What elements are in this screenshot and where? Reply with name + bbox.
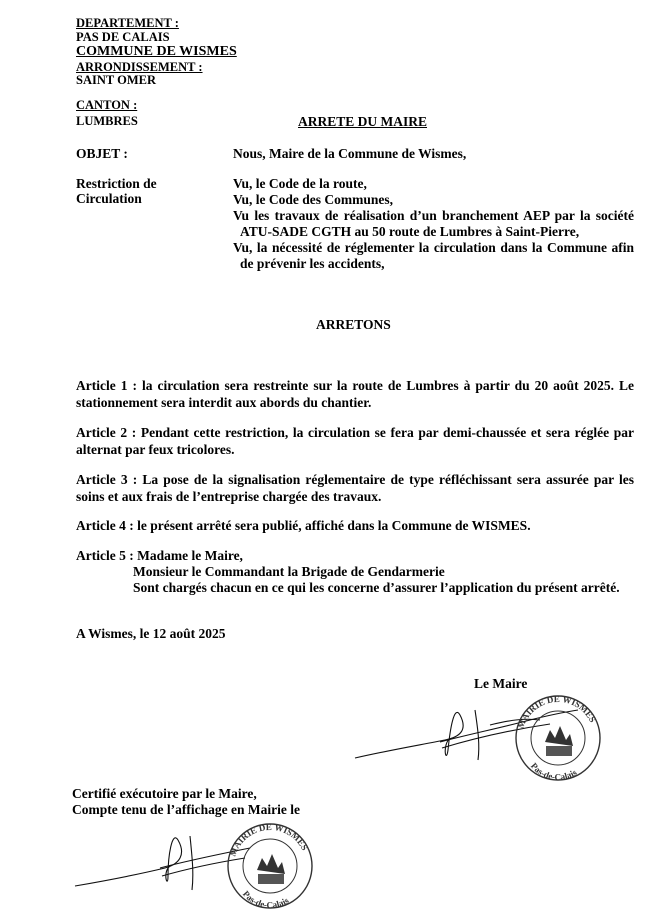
decision-heading: ARRETONS — [316, 317, 391, 332]
article-2: Article 2 : Pendant cette restriction, la circulation se fera par demi-chaussée et sera réglée par alternat par feux tricolores. — [76, 425, 634, 457]
certification-line2: Compte tenu de l’affichage en Mairie le — [72, 802, 300, 817]
article-5-line2: Monsieur le Commandant la Brigade de Gendarmerie — [133, 564, 445, 579]
article-5-line3: Sont chargés chacun en ce qui les concerne d’assurer l’application du présent arrêté. — [133, 580, 620, 595]
considerant-4-cont: de prévenir les accidents, — [240, 256, 385, 271]
stamp2-bottom-text: Pas-de-Calais — [240, 888, 291, 911]
objet-label: OBJET : — [76, 146, 128, 161]
svg-text:Pas-de-Calais — [241, 889, 291, 910]
certification-stamp — [227, 822, 312, 910]
arrondissement-label: ARRONDISSEMENT : — [76, 60, 203, 74]
departement-label: DEPARTEMENT : — [76, 16, 179, 30]
canton-value: LUMBRES — [76, 114, 138, 128]
canton-label: CANTON : — [76, 98, 138, 112]
mayor-signature-and-stamp — [350, 690, 610, 790]
document-title: ARRETE DU MAIRE — [298, 114, 428, 129]
considerant-1: Vu, le Code de la route, — [233, 176, 367, 191]
svg-text:MAIRIE DE WISMES — [515, 694, 597, 730]
objet-value-line2: Circulation — [76, 191, 142, 206]
considerant-3-cont: ATU-SADE CGTH au 50 route de Lumbres à Saint-Pierre, — [240, 224, 580, 239]
article-3: Article 3 : La pose de la signalisation réglementaire de type réfléchissant sera assurée par les soins et aux frais de l’entreprise chargée des travaux. — [76, 472, 634, 504]
commune-name: COMMUNE DE WISMES — [76, 44, 237, 59]
article-4: Article 4 : le présent arrêté sera publié, affiché dans la Commune de WISMES. — [76, 518, 531, 533]
certification-signature-and-stamp — [70, 818, 330, 916]
stamp-top-text: MAIRIE DE WISMES — [515, 693, 598, 730]
objet-value-line1: Restriction de — [76, 176, 157, 191]
article-5-line1: Article 5 : Madame le Maire, — [76, 548, 243, 563]
preamble: Nous, Maire de la Commune de Wismes, — [233, 146, 467, 161]
signatory-title: Le Maire — [474, 676, 528, 691]
stamp-bottom-text: Pas-de-Calais — [528, 760, 579, 783]
date-line: A Wismes, le 12 août 2025 — [76, 626, 226, 641]
svg-text:MAIRIE DE WISMES — [227, 822, 309, 858]
certification-line1: Certifié exécutoire par le Maire, — [72, 786, 257, 801]
stamp2-top-text: MAIRIE DE WISMES — [227, 821, 310, 858]
considerant-2: Vu, le Code des Communes, — [233, 192, 394, 207]
considerant-3: Vu les travaux de réalisation d’un branchement AEP par la société — [233, 208, 634, 223]
considerant-4: Vu, la nécessité de réglementer la circulation dans la Commune afin — [233, 240, 634, 255]
certification-signature — [75, 836, 250, 890]
article-1: Article 1 : la circulation sera restreinte sur la route de Lumbres à partir du 20 août 2025. Le stationnement sera interdit aux abords du chantier. — [76, 378, 634, 410]
arrondissement-value: SAINT OMER — [76, 73, 156, 87]
departement-value: PAS DE CALAIS — [76, 30, 170, 44]
mairie-stamp — [515, 694, 600, 782]
svg-text:Pas-de-Calais — [529, 761, 579, 782]
handwritten-signature — [355, 710, 578, 760]
